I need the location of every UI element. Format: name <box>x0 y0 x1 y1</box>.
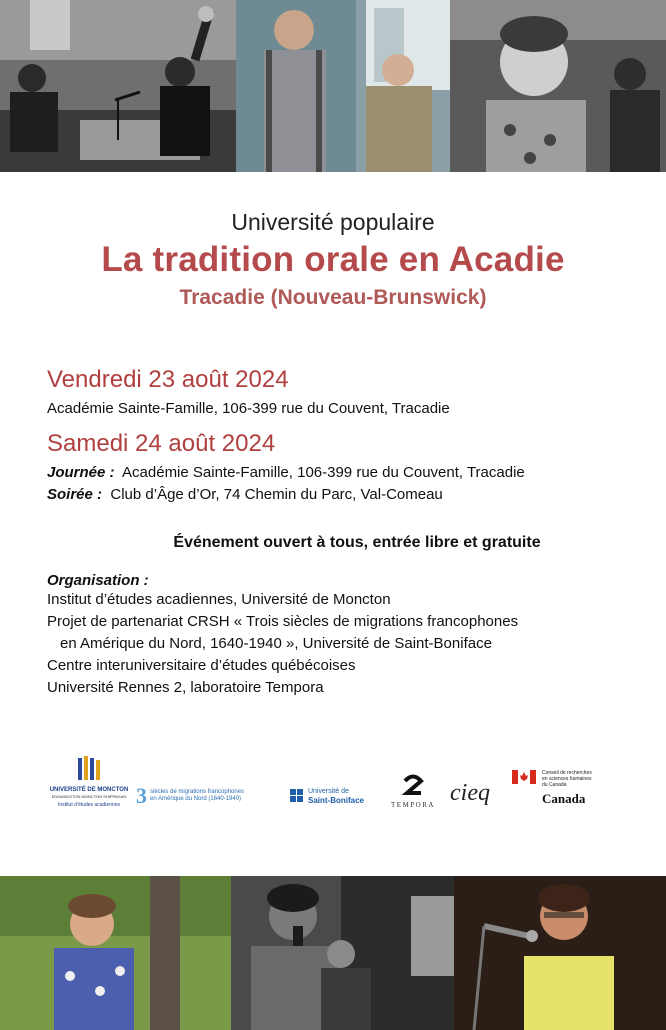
bottom-photo-strip <box>0 876 666 1030</box>
rennes2-emblem-icon <box>402 774 424 796</box>
photo-woman-singing <box>454 876 666 1030</box>
organisation-line-4: Université Rennes 2, laboratoire Tempora <box>47 679 324 696</box>
top-photo-strip <box>0 0 666 172</box>
moncton-campuses: EDMUNDSTON MONCTON SHIPPAGAN <box>51 794 127 799</box>
siecles-line2: en Amérique du Nord (1640-1940) <box>150 796 242 802</box>
organisation-line-2b: en Amérique du Nord, 1640-1940 », Université de Saint-Boniface <box>60 635 492 652</box>
tempora-label: TEMPORA <box>391 801 435 809</box>
partner-logos <box>40 756 640 816</box>
day1-venue: Académie Sainte-Famille, 106-399 rue du Couvent, Tracadie <box>47 400 450 417</box>
soiree-value: Club d’Âge d’Or, 74 Chemin du Parc, Val-Comeau <box>110 486 443 503</box>
journee-value: Académie Sainte-Famille, 106-399 rue du Couvent, Tracadie <box>122 464 525 481</box>
soiree-label: Soirée : <box>47 486 103 503</box>
moncton-institute: Institut d’études acadiennes <box>58 802 120 808</box>
photo-bearded-man <box>231 876 454 1030</box>
canada-wordmark: Canada <box>542 791 586 806</box>
three-icon: 3 <box>136 783 147 808</box>
day2-journee <box>47 462 647 484</box>
crsh-line3: du Canada <box>542 782 567 788</box>
day1-heading: Vendredi 23 août 2024 <box>47 366 289 393</box>
event-title: La tradition orale en Acadie <box>101 240 565 279</box>
logo-saint-boniface <box>290 787 382 805</box>
event-subtitle: Université populaire <box>231 209 435 235</box>
cieq-label: cieq <box>450 780 490 806</box>
moncton-emblem-icon <box>74 756 104 782</box>
photo-smiling-woman <box>450 0 666 172</box>
day2-heading: Samedi 24 août 2024 <box>47 430 276 457</box>
title-block <box>0 205 666 310</box>
stboniface-line2: Saint-Boniface <box>308 796 365 805</box>
organisation-title: Organisation : <box>47 572 149 589</box>
crsh-line1: Conseil de recherches <box>542 770 592 776</box>
crsh-line2: en sciences humaines <box>542 776 592 782</box>
siecles-line1: siècles de migrations francophones <box>150 789 245 795</box>
photo-woman-outdoors <box>0 876 231 1030</box>
logo-cieq <box>450 780 506 807</box>
photo-two-men-microphone <box>0 0 236 172</box>
logo-crsh-canada <box>512 770 622 807</box>
journee-label: Journée : <box>47 464 115 481</box>
stboniface-line1: Université de <box>308 788 349 795</box>
photo-elderly-couple <box>236 0 450 172</box>
open-event-notice: Événement ouvert à tous, entrée libre et gratuite <box>173 534 541 551</box>
organisation-line-2a: Projet de partenariat CRSH « Trois siècles de migrations francophones <box>47 613 519 630</box>
event-location: Tracadie (Nouveau-Brunswick) <box>179 286 487 309</box>
logo-trois-siecles <box>136 783 286 808</box>
canada-flag-icon <box>512 770 536 784</box>
logo-rennes2-tempora <box>385 774 441 809</box>
organisation-line-1: Institut d’études acadiennes, Université de Moncton <box>47 591 391 608</box>
logo-universite-de-moncton <box>44 756 134 810</box>
organisation-line-3: Centre interuniversitaire d’études québécoises <box>47 657 356 674</box>
moncton-name: UNIVERSITÉ DE MONCTON <box>49 787 129 793</box>
event-details <box>47 366 647 699</box>
saint-boniface-emblem-icon <box>290 787 304 805</box>
day2-soiree <box>47 484 647 506</box>
